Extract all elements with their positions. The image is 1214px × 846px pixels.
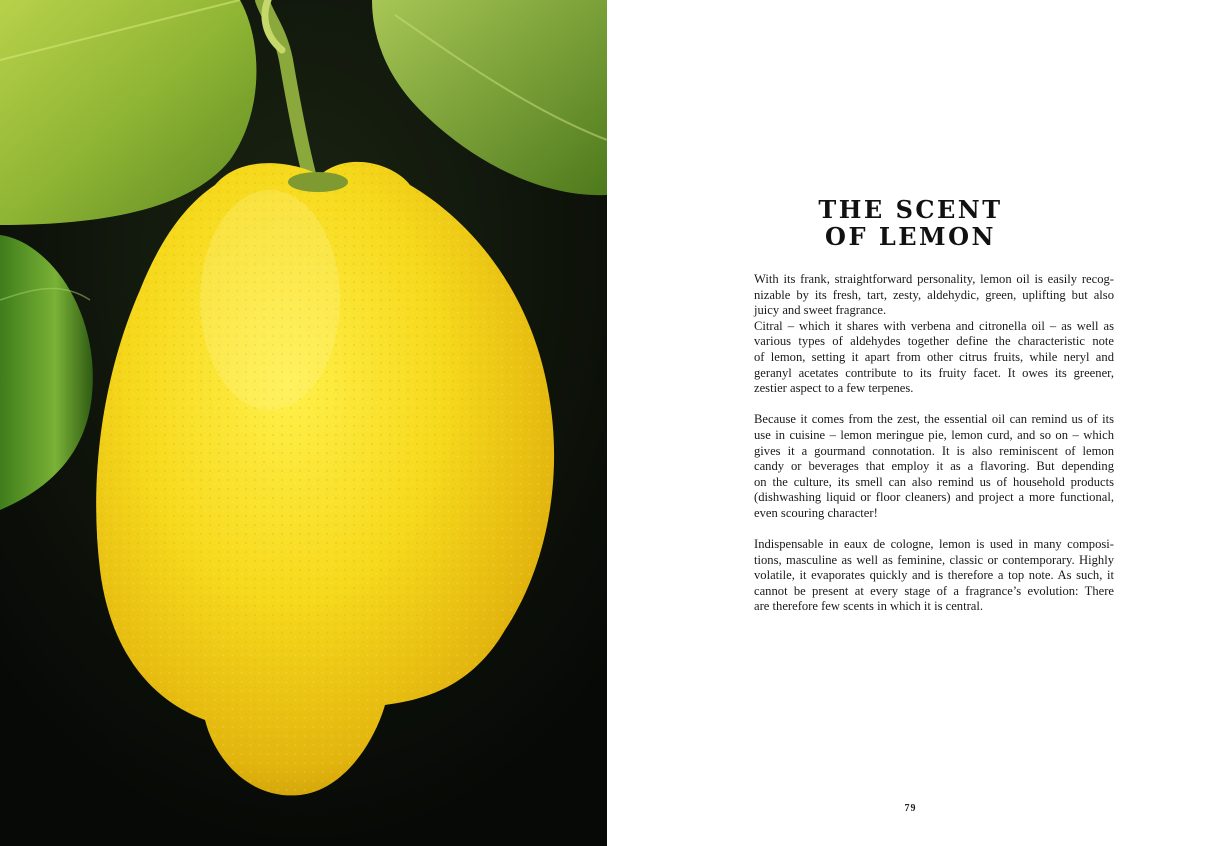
paragraph-2 [754, 412, 1114, 521]
text-line: use in cuisine – lemon meringue pie, lemon curd, and so on – which [754, 427, 1114, 442]
text-page [607, 0, 1214, 846]
text-line: even scouring character! [754, 505, 878, 520]
paragraph-1 [754, 272, 1114, 397]
text-line: Because it comes from the zest, the essential oil can remind us of its [754, 412, 1114, 427]
title-line-2: OF LEMON [825, 222, 996, 251]
text-line: nizable by its fresh, tart, zesty, aldehydic, green, uplifting but also [754, 287, 1114, 302]
text-line: on the culture, its smell can also remind us of household products [754, 474, 1114, 489]
body-text [754, 272, 1114, 631]
text-line: tions, masculine as well as feminine, classic or contemporary. Highly [754, 552, 1114, 567]
text-line: juicy and sweet fragrance. [754, 303, 887, 318]
text-line: cannot be present at every stage of a fragrance’s evolution: There [754, 583, 1114, 598]
text-line: various types of aldehydes together define the characteristic note [754, 334, 1114, 349]
page-number: 79 [904, 803, 917, 814]
text-line: are therefore few scents in which it is central. [754, 599, 984, 614]
text-line: (dishwashing liquid or floor cleaners) and project a more functional, [754, 490, 1114, 505]
text-line: volatile, it evaporates quickly and is therefore a top note. As such, it [754, 568, 1114, 583]
text-line: of lemon, setting it apart from other citrus fruits, while neryl and [754, 349, 1114, 364]
paragraph-3 [754, 537, 1114, 615]
text-line: geranyl acetates contribute to its fruity facet. It owes its greener, [754, 365, 1114, 380]
title-line-1: THE SCENT [818, 195, 1003, 224]
text-line: gives it a gourmand connotation. It is also reminiscent of lemon [754, 443, 1114, 458]
text-line: zestier aspect to a few terpenes. [754, 381, 914, 396]
text-line: candy or beverages that employ it as a flavoring. But depending [754, 459, 1114, 474]
text-line: Indispensable in eaux de cologne, lemon is used in many composi- [754, 537, 1114, 552]
text-line: Citral – which it shares with verbena and citronella oil – as well as [754, 318, 1114, 333]
page-title [607, 196, 1214, 250]
text-line: With its frank, straightforward personality, lemon oil is easily recog- [754, 272, 1114, 286]
